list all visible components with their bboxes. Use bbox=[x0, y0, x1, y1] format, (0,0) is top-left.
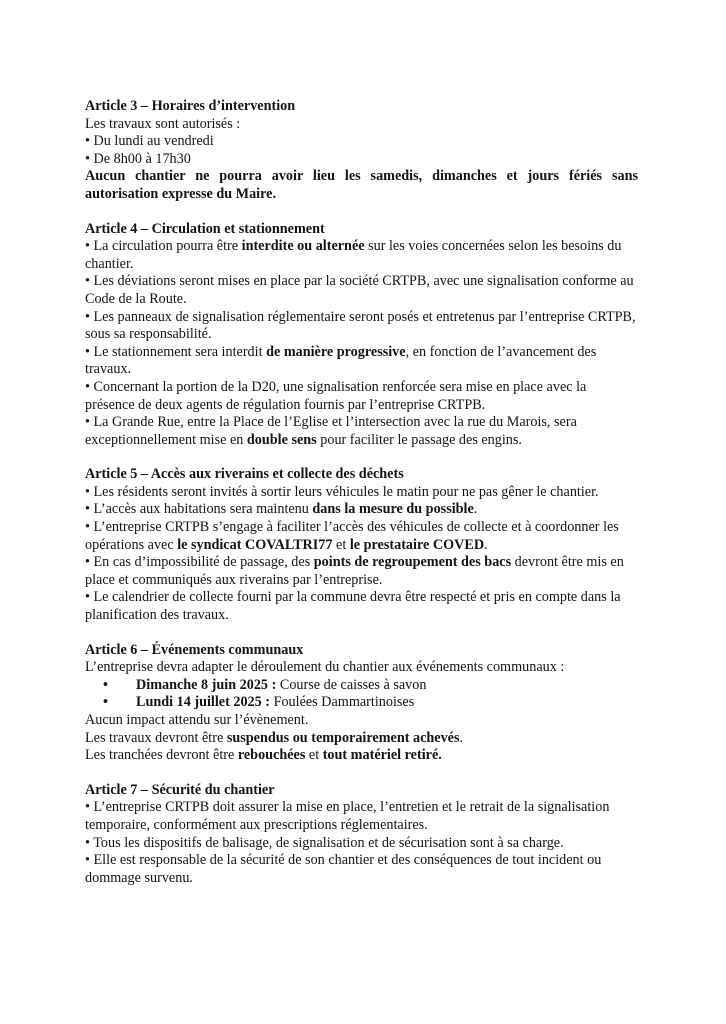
paragraph bbox=[85, 554, 638, 589]
text: pour faciliter le passage des engins. bbox=[316, 431, 522, 448]
paragraph bbox=[85, 519, 638, 554]
article-3-title: Article 3 – Horaires d’intervention bbox=[85, 98, 296, 114]
paragraph: • Les panneaux de signalisation réglementaire seront posés et entretenus par l’entreprise CRTPB, sous sa responsabilité. bbox=[85, 308, 636, 343]
article-7-title: Article 7 – Sécurité du chantier bbox=[85, 781, 275, 798]
list-item: • Du lundi au vendredi bbox=[85, 133, 214, 150]
text: devront être mis en place et communiqués aux riverains par l’entreprise. bbox=[85, 554, 624, 588]
text: • L’accès aux habitations sera maintenu bbox=[85, 501, 313, 518]
text: Les travaux devront être bbox=[85, 729, 227, 746]
emphasis: points de regroupement des bacs bbox=[313, 554, 512, 571]
text: . bbox=[473, 501, 478, 518]
paragraph: • Le calendrier de collecte fourni par la commune devra être respecté et pris en compte dans la planification des travaux. bbox=[85, 589, 621, 624]
emphasis: le syndicat COVALTRI77 bbox=[177, 536, 333, 553]
emphasis: suspendus ou temporairement achevés bbox=[226, 729, 460, 746]
paragraph: Aucun impact attendu sur l’évènement. bbox=[85, 712, 309, 728]
paragraph: • L’entreprise CRTPB doit assurer la mise en place, l’entretien et le retrait de la signalisation temporaire, conformément aux prescriptions réglementaires. bbox=[85, 799, 610, 833]
emphasis: rebouchées bbox=[237, 747, 306, 764]
event-date: Dimanche 8 juin 2025 : bbox=[136, 676, 277, 693]
paragraph: • Concernant la portion de la D20, une signalisation renforcée sera mise en place avec la présence de deux agents de régulation fournis par l’entreprise CRTPB. bbox=[85, 378, 587, 413]
paragraph bbox=[85, 414, 638, 449]
paragraph bbox=[85, 747, 638, 765]
text: et bbox=[305, 747, 323, 764]
article-4 bbox=[85, 221, 638, 450]
text: Les tranchées devront être bbox=[85, 747, 238, 764]
text: • Le stationnement sera interdit bbox=[85, 343, 267, 360]
paragraph: • Elle est responsable de la sécurité de son chantier et des conséquences de tout incident ou dommage survenu. bbox=[85, 852, 602, 886]
article-6 bbox=[85, 642, 638, 765]
text: , en fonction de l’avancement des travaux. bbox=[85, 343, 597, 378]
event-label: Foulées Dammartinoises bbox=[270, 694, 415, 711]
article-5 bbox=[85, 466, 638, 624]
article-3-intro: Les travaux sont autorisés : bbox=[85, 115, 241, 132]
paragraph bbox=[85, 344, 638, 379]
article-6-title: Article 6 – Événements communaux bbox=[85, 641, 304, 658]
text: • En cas d’impossibilité de passage, des bbox=[85, 554, 314, 571]
event-label: Course de caisses à savon bbox=[276, 676, 427, 693]
text: • La circulation pourra être bbox=[85, 238, 242, 255]
emphasis: double sens bbox=[246, 431, 317, 448]
emphasis: dans la mesure du possible bbox=[312, 501, 474, 518]
article-5-title: Article 5 – Accès aux riverains et collecte des déchets bbox=[85, 466, 404, 483]
text: et bbox=[332, 536, 350, 553]
emphasis: interdite ou alternée bbox=[241, 238, 365, 255]
text: • L’entreprise CRTPB s’engage à faciliter l’accès des véhicules de collecte et à coordonner les opérations avec bbox=[85, 519, 619, 553]
emphasis: tout matériel retiré. bbox=[322, 747, 442, 764]
paragraph bbox=[85, 238, 638, 273]
article-6-intro: L’entreprise devra adapter le déroulement du chantier aux événements communaux : bbox=[85, 659, 565, 676]
emphasis: de manière progressive bbox=[266, 343, 406, 360]
list-item bbox=[85, 694, 638, 712]
event-date: Lundi 14 juillet 2025 : bbox=[136, 694, 271, 711]
paragraph bbox=[85, 730, 638, 748]
paragraph: • Tous les dispositifs de balisage, de signalisation et de sécurisation sont à sa charge. bbox=[85, 834, 564, 851]
article-7 bbox=[85, 782, 638, 888]
emphasis: le prestataire COVED bbox=[349, 536, 485, 553]
list-item: • De 8h00 à 17h30 bbox=[85, 150, 191, 167]
paragraph bbox=[85, 501, 638, 519]
article-3-notice: Aucun chantier ne pourra avoir lieu les samedis, dimanches et jours fériés sans autorisation expresse du Maire. bbox=[85, 168, 638, 202]
text: • La Grande Rue, entre la Place de l’Eglise et l’intersection avec la rue du Marois, sera exceptionnellement mise en bbox=[85, 414, 577, 448]
list-item bbox=[85, 677, 638, 695]
paragraph: • Les déviations seront mises en place par la société CRTPB, avec une signalisation conforme au Code de la Route. bbox=[85, 273, 634, 307]
text: sur les voies concernées selon les besoins du chantier. bbox=[85, 238, 622, 272]
article-3 bbox=[85, 98, 638, 204]
article-4-title: Article 4 – Circulation et stationnement bbox=[85, 220, 325, 237]
text: . bbox=[459, 729, 464, 746]
text: . bbox=[484, 536, 488, 553]
paragraph: • Les résidents seront invités à sortir leurs véhicules le matin pour ne pas gêner le chantier. bbox=[85, 483, 599, 500]
